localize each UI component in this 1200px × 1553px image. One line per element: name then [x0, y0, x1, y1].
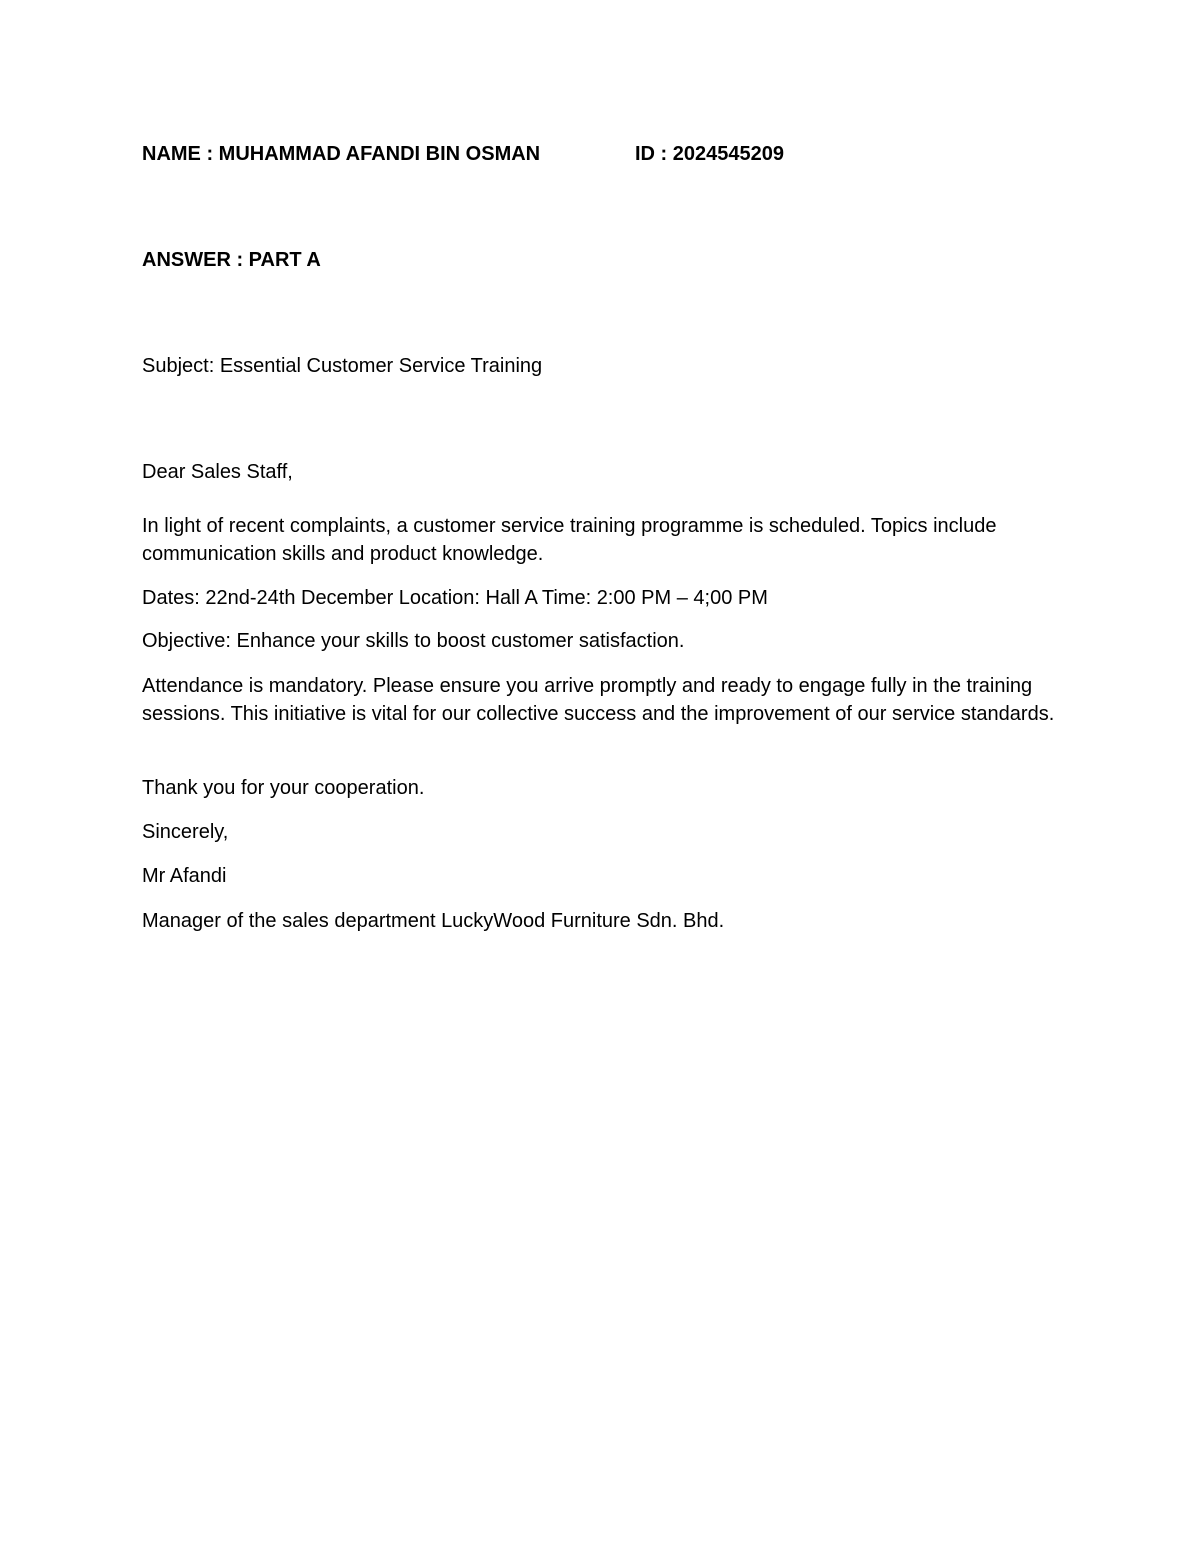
letter-paragraph-intro: In light of recent complaints, a customer service training programme is scheduled. Topics include communication skills and product knowledge. [142, 515, 997, 565]
signatory-name: Mr Afandi [142, 865, 227, 887]
student-name: NAME : MUHAMMAD AFANDI BIN OSMAN [142, 143, 541, 165]
letter-salutation: Dear Sales Staff, [142, 461, 293, 483]
letter-thanks: Thank you for your cooperation. [142, 777, 425, 799]
student-id: ID : 2024545209 [635, 143, 785, 165]
training-objective: Objective: Enhance your skills to boost customer satisfaction. [142, 630, 685, 652]
signatory-title: Manager of the sales department LuckyWood Furniture Sdn. Bhd. [142, 910, 725, 932]
training-details: Dates: 22nd-24th December Location: Hall A Time: 2:00 PM – 4;00 PM [142, 587, 768, 609]
letter-closing: Sincerely, [142, 821, 229, 843]
answer-heading: ANSWER : PART A [142, 249, 321, 271]
letter-paragraph-attendance: Attendance is mandatory. Please ensure you arrive promptly and ready to engage fully in the training sessions. This initiative is vital for our collective success and the improvement of our service standards. [142, 675, 1055, 725]
letter-subject: Subject: Essential Customer Service Training [142, 355, 543, 377]
